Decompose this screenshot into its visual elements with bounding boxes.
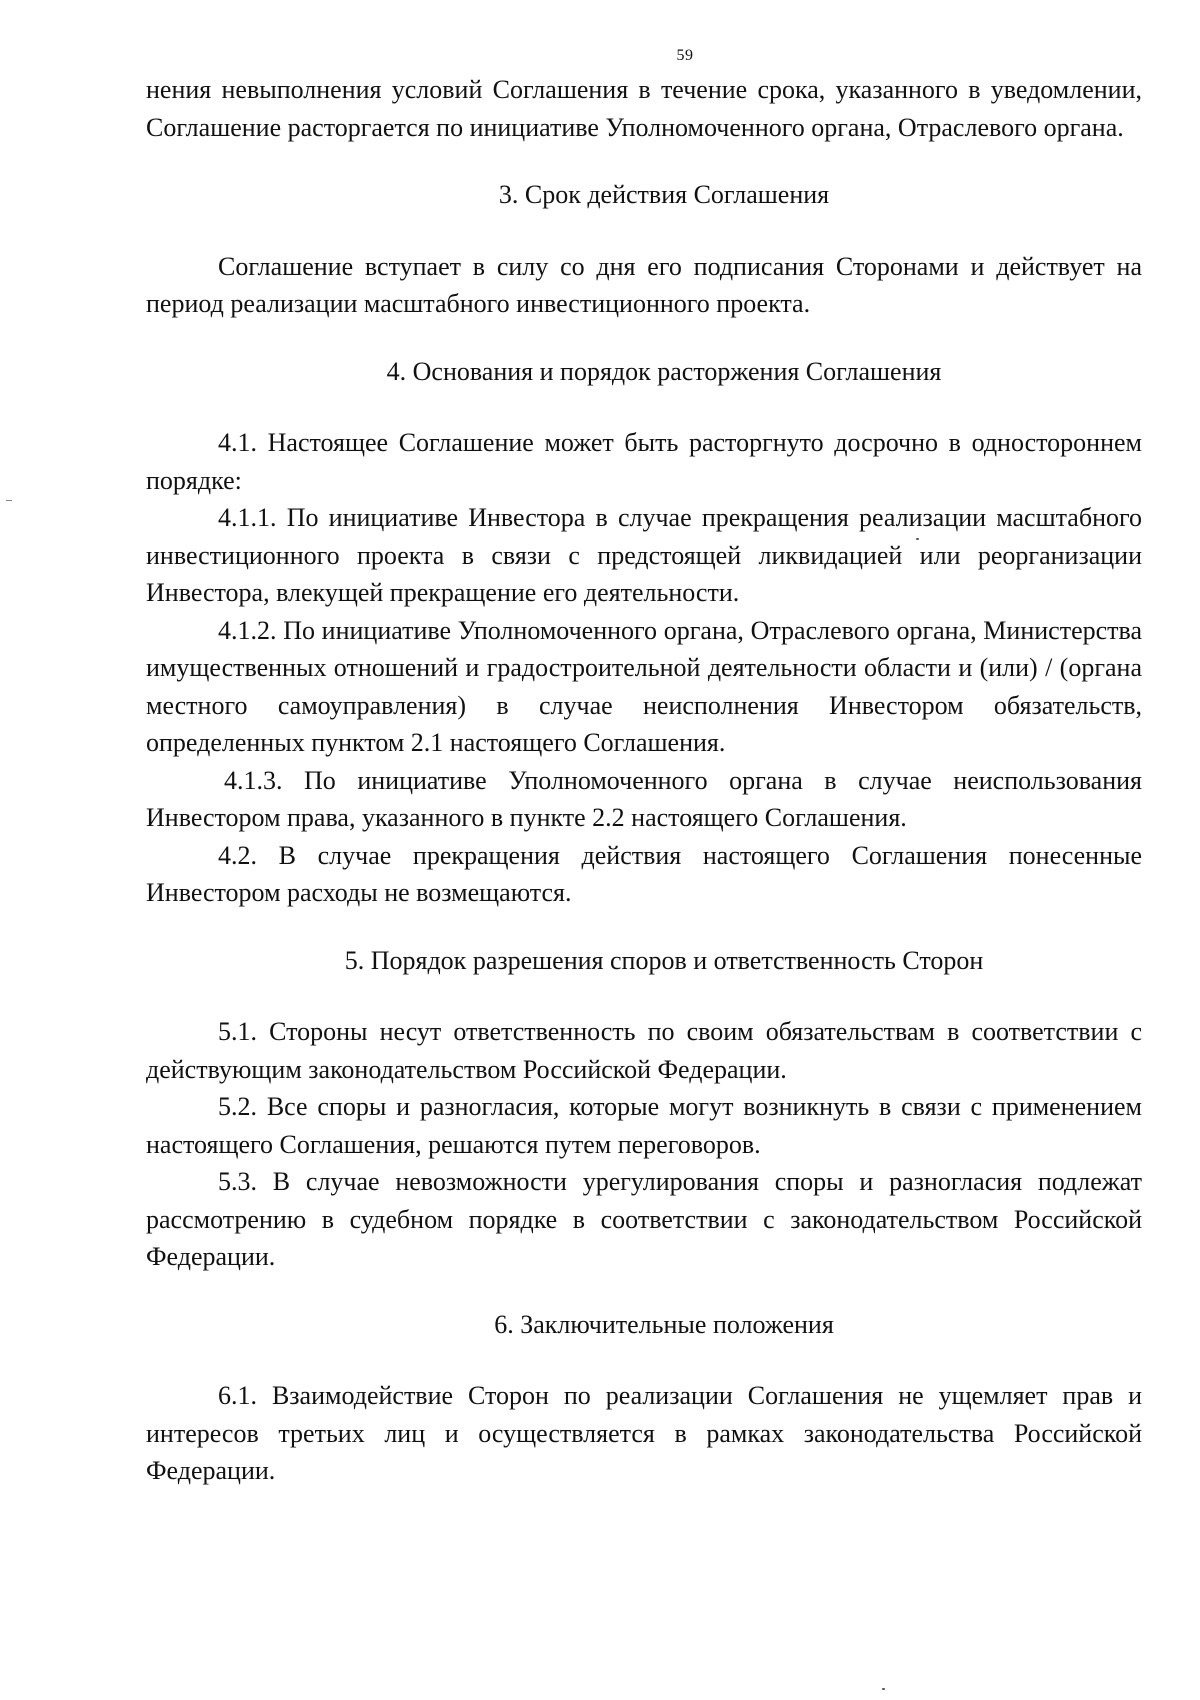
section-heading-6: 6. Заключительные положения [494,1309,834,1339]
paragraph-4-2: 4.2. В случае прекращения действия настоящего Соглашения понесенные Инвестором расходы не возмещаются. [146,840,1142,907]
section-heading-4: 4. Основания и порядок расторжения Соглашения [386,356,942,386]
paragraph-5-2: 5.2. Все споры и разногласия, которые могут возникнуть в связи с применением настоящего Соглашения, решаются путем переговоров. [146,1092,1142,1159]
paragraph-term: Соглашение вступает в силу со дня его подписания Сторонами и действует на период реализации масштабного инвестиционного проекта. [146,251,1142,318]
paragraph-4-1-3: 4.1.3. По инициативе Уполномоченного органа в случае неиспользования Инвестором права, указанного в пункте 2.2 настоящего Соглашения. [146,765,1142,832]
paragraph-6-1: 6.1. Взаимодействие Сторон по реализации Соглашения не ущемляет прав и интересов третьих лиц и осуществляется в рамках законодательства Российской Федерации. [146,1381,1142,1485]
scan-speck [916,538,919,540]
document-body [146,71,1142,1490]
paragraph-4-1-1: 4.1.1. По инициативе Инвестора в случае прекращения реализации масштабного инвестиционного проекта в связи с предстоящей ликвидацией или реорганизации Инвестора, влекущей прекращение его деятельности. [146,503,1142,607]
scan-edge-mark [6,500,12,501]
paragraph-4-1-2: 4.1.2. По инициативе Уполномоченного органа, Отраслевого органа, Министерства имущественных отношений и градостроительной деятельности области и (или) / (органа местного самоуправления) в случае неисполнения Инвестором обязательств, определенных пунктом 2.1 настоящего Соглашения. [146,615,1142,757]
paragraph-5-1: 5.1. Стороны несут ответственность по своим обязательствам в соответствии с действующим законодательством Российской Федерации. [146,1017,1142,1084]
section-heading-5: 5. Порядок разрешения споров и ответственность Сторон [344,945,984,975]
paragraph-5-3: 5.3. В случае невозможности урегулирования споры и разногласия подлежат рассмотрению в судебном порядке в соответствии с законодательством Российской Федерации. [146,1167,1142,1271]
scan-speck [882,1688,885,1690]
paragraph-4-1: 4.1. Настоящее Соглашение может быть расторгнуто досрочно в одностороннем порядке: [146,428,1142,495]
paragraph-continuation: нения невыполнения условий Соглашения в течение срока, указанного в уведомлении, Соглашение расторгается по инициативе Уполномоченного органа, Отраслевого органа. [146,75,1142,142]
section-heading-3: 3. Срок действия Соглашения [498,180,830,209]
page-number: 59 [676,47,694,64]
